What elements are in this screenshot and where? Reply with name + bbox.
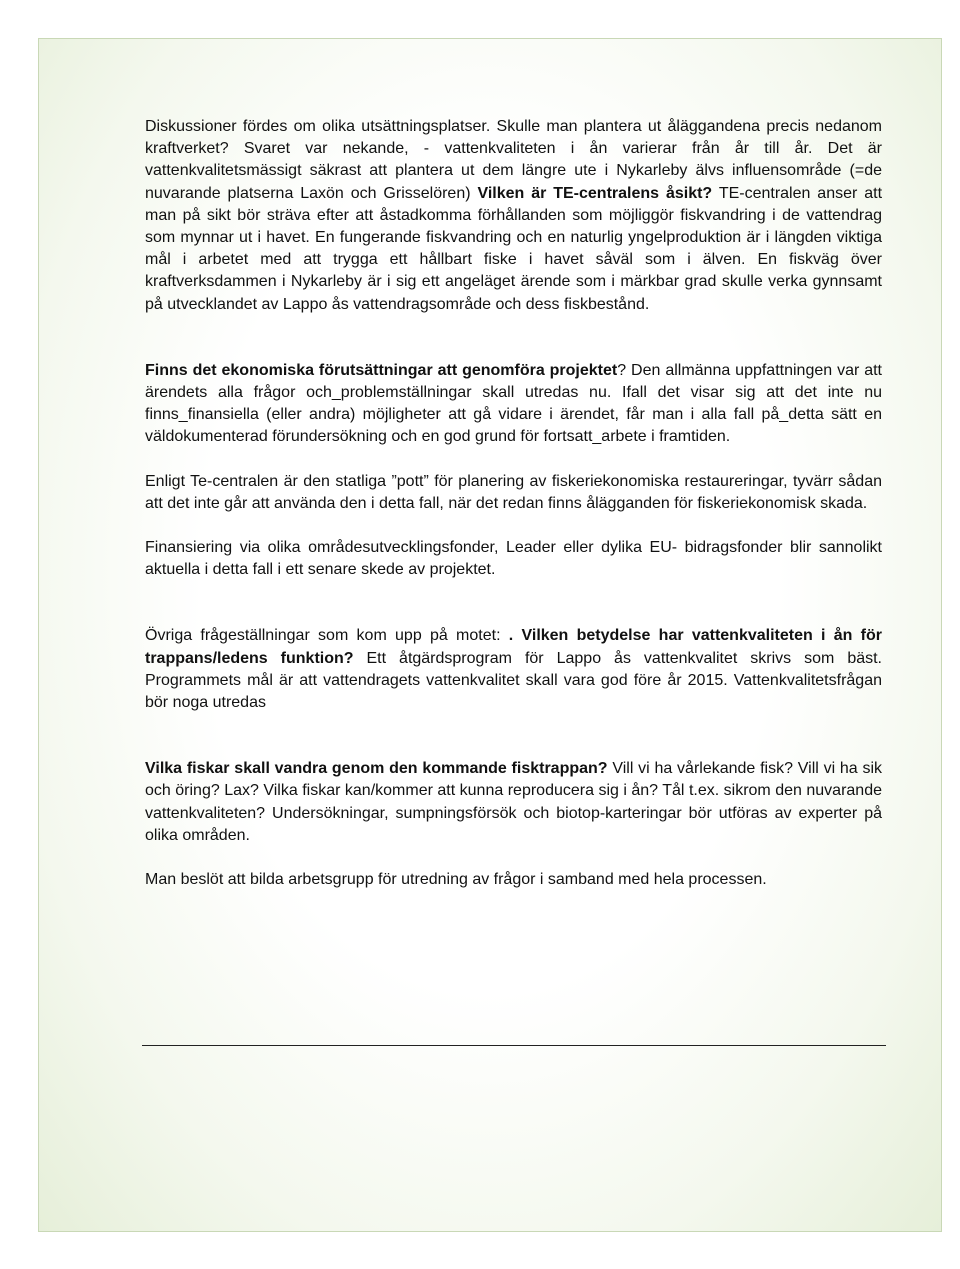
- working-group-text: Man beslöt att bilda arbetsgrupp för utredning av frågor i samband med hela processen.: [145, 871, 767, 889]
- paragraph-financing: [145, 537, 882, 581]
- paragraph-working-group: [145, 869, 882, 891]
- water-quality-answer: Ett åtgärdsprogram för Lappo ås vattenkvalitet skrivs som bäst. Programmets mål är att vattendragets vattenkvalitet skall vara god före år 2015. Vattenkvalitetsfrågan bör noga utredas: [145, 649, 883, 712]
- paragraph-gap: [145, 515, 882, 537]
- paragraph-fish-species: [145, 758, 882, 847]
- economic-answer: ? Den allmänna uppfattningen var att ärendets alla frågor och_problemställningar skall utredas nu. Ifall det visar sig att det inte nu finns_finansiella (eller andra) möjligheter att gå vidare i ärendet, får man i alla fall på_detta sätt en väldokumenterad förundersökning och en god grund för fortsatt_arbete i framtiden.: [145, 361, 882, 446]
- paragraph-gap: [145, 714, 882, 758]
- footer-divider: [142, 1045, 886, 1046]
- fish-species-question: Vilka fiskar skall vandra genom den kommande fisktrappan?: [145, 760, 608, 778]
- economic-question: Finns det ekonomiska förutsättningar att genomföra projektet: [145, 361, 618, 379]
- paragraph-release-sites: [145, 116, 882, 316]
- paragraph-other-questions: [145, 625, 882, 714]
- te-central-answer: TE-centralen anser att man på sikt bör sträva efter att åstadkomma förhållanden som möjliggör fiskvandring i de vattendrag som mynnar ut i havet. En fungerande fiskvandring och en naturlig yngelproduktion är i längden viktiga mål i arbetet med att trygga ett hållbart fiske i havet såväl som i älven. En fiskväg över kraftverksdammen i Nykarleby är i sig ett angeläget ärende som i märkbar grad skulle verka gynnsamt på utvecklandet av Lappo ås vattendragsområde och dess fiskbestånd.: [145, 184, 883, 313]
- document-body: [145, 116, 882, 891]
- state-pot-text: Enligt Te-centralen är den statliga ”pott” för planering av fiskeriekonomiska restaureringar, tyvärr sådan att det inte går att använda den i detta fall, när det redan finns ålägganden för fiskeriekonomisk skada.: [145, 472, 882, 512]
- release-sites-text: Diskussioner fördes om olika utsättningsplatser. Skulle man plantera ut åläggandena precis nedanom kraftverket? Svaret var nekande, - vattenkvaliteten i ån varierar från år till år. Det är vattenkvalitetsmässigt säkrast att plantera ut dem längre ute i Nykarleby älvs influensområde (=de nuvarande platserna Laxön och Grisselören): [145, 118, 882, 202]
- paragraph-economic: [145, 360, 882, 449]
- paragraph-gap: [145, 316, 882, 360]
- paragraph-gap: [145, 847, 882, 869]
- financing-text: Finansiering via olika områdesutvecklingsfonder, Leader eller dylika EU- bidragsfonder blir sannolikt aktuella i detta fall i ett senare skede av projektet.: [145, 539, 882, 579]
- other-questions-intro: Övriga frågeställningar som kom upp på motet:: [145, 627, 509, 645]
- fish-species-answer: Vill vi ha vårlekande fisk? Vill vi ha sik och öring? Lax? Vilka fiskar kan/kommer att kunna reproducera sig i ån? Tål t.ex. sikrom den nuvarande vattenkvaliteten? Undersökningar, sumpningsförsök och biotop-karteringar bör utföras av experter på olika områden.: [145, 760, 883, 844]
- paragraph-gap: [145, 581, 882, 625]
- paragraph-state-pot: [145, 471, 882, 515]
- te-central-question: Vilken är TE-centralens åsikt?: [477, 184, 713, 202]
- water-quality-question: . Vilken betydelse har vattenkvaliteten i ån för trappans/ledens funktion?: [145, 627, 883, 667]
- paragraph-gap: [145, 449, 882, 471]
